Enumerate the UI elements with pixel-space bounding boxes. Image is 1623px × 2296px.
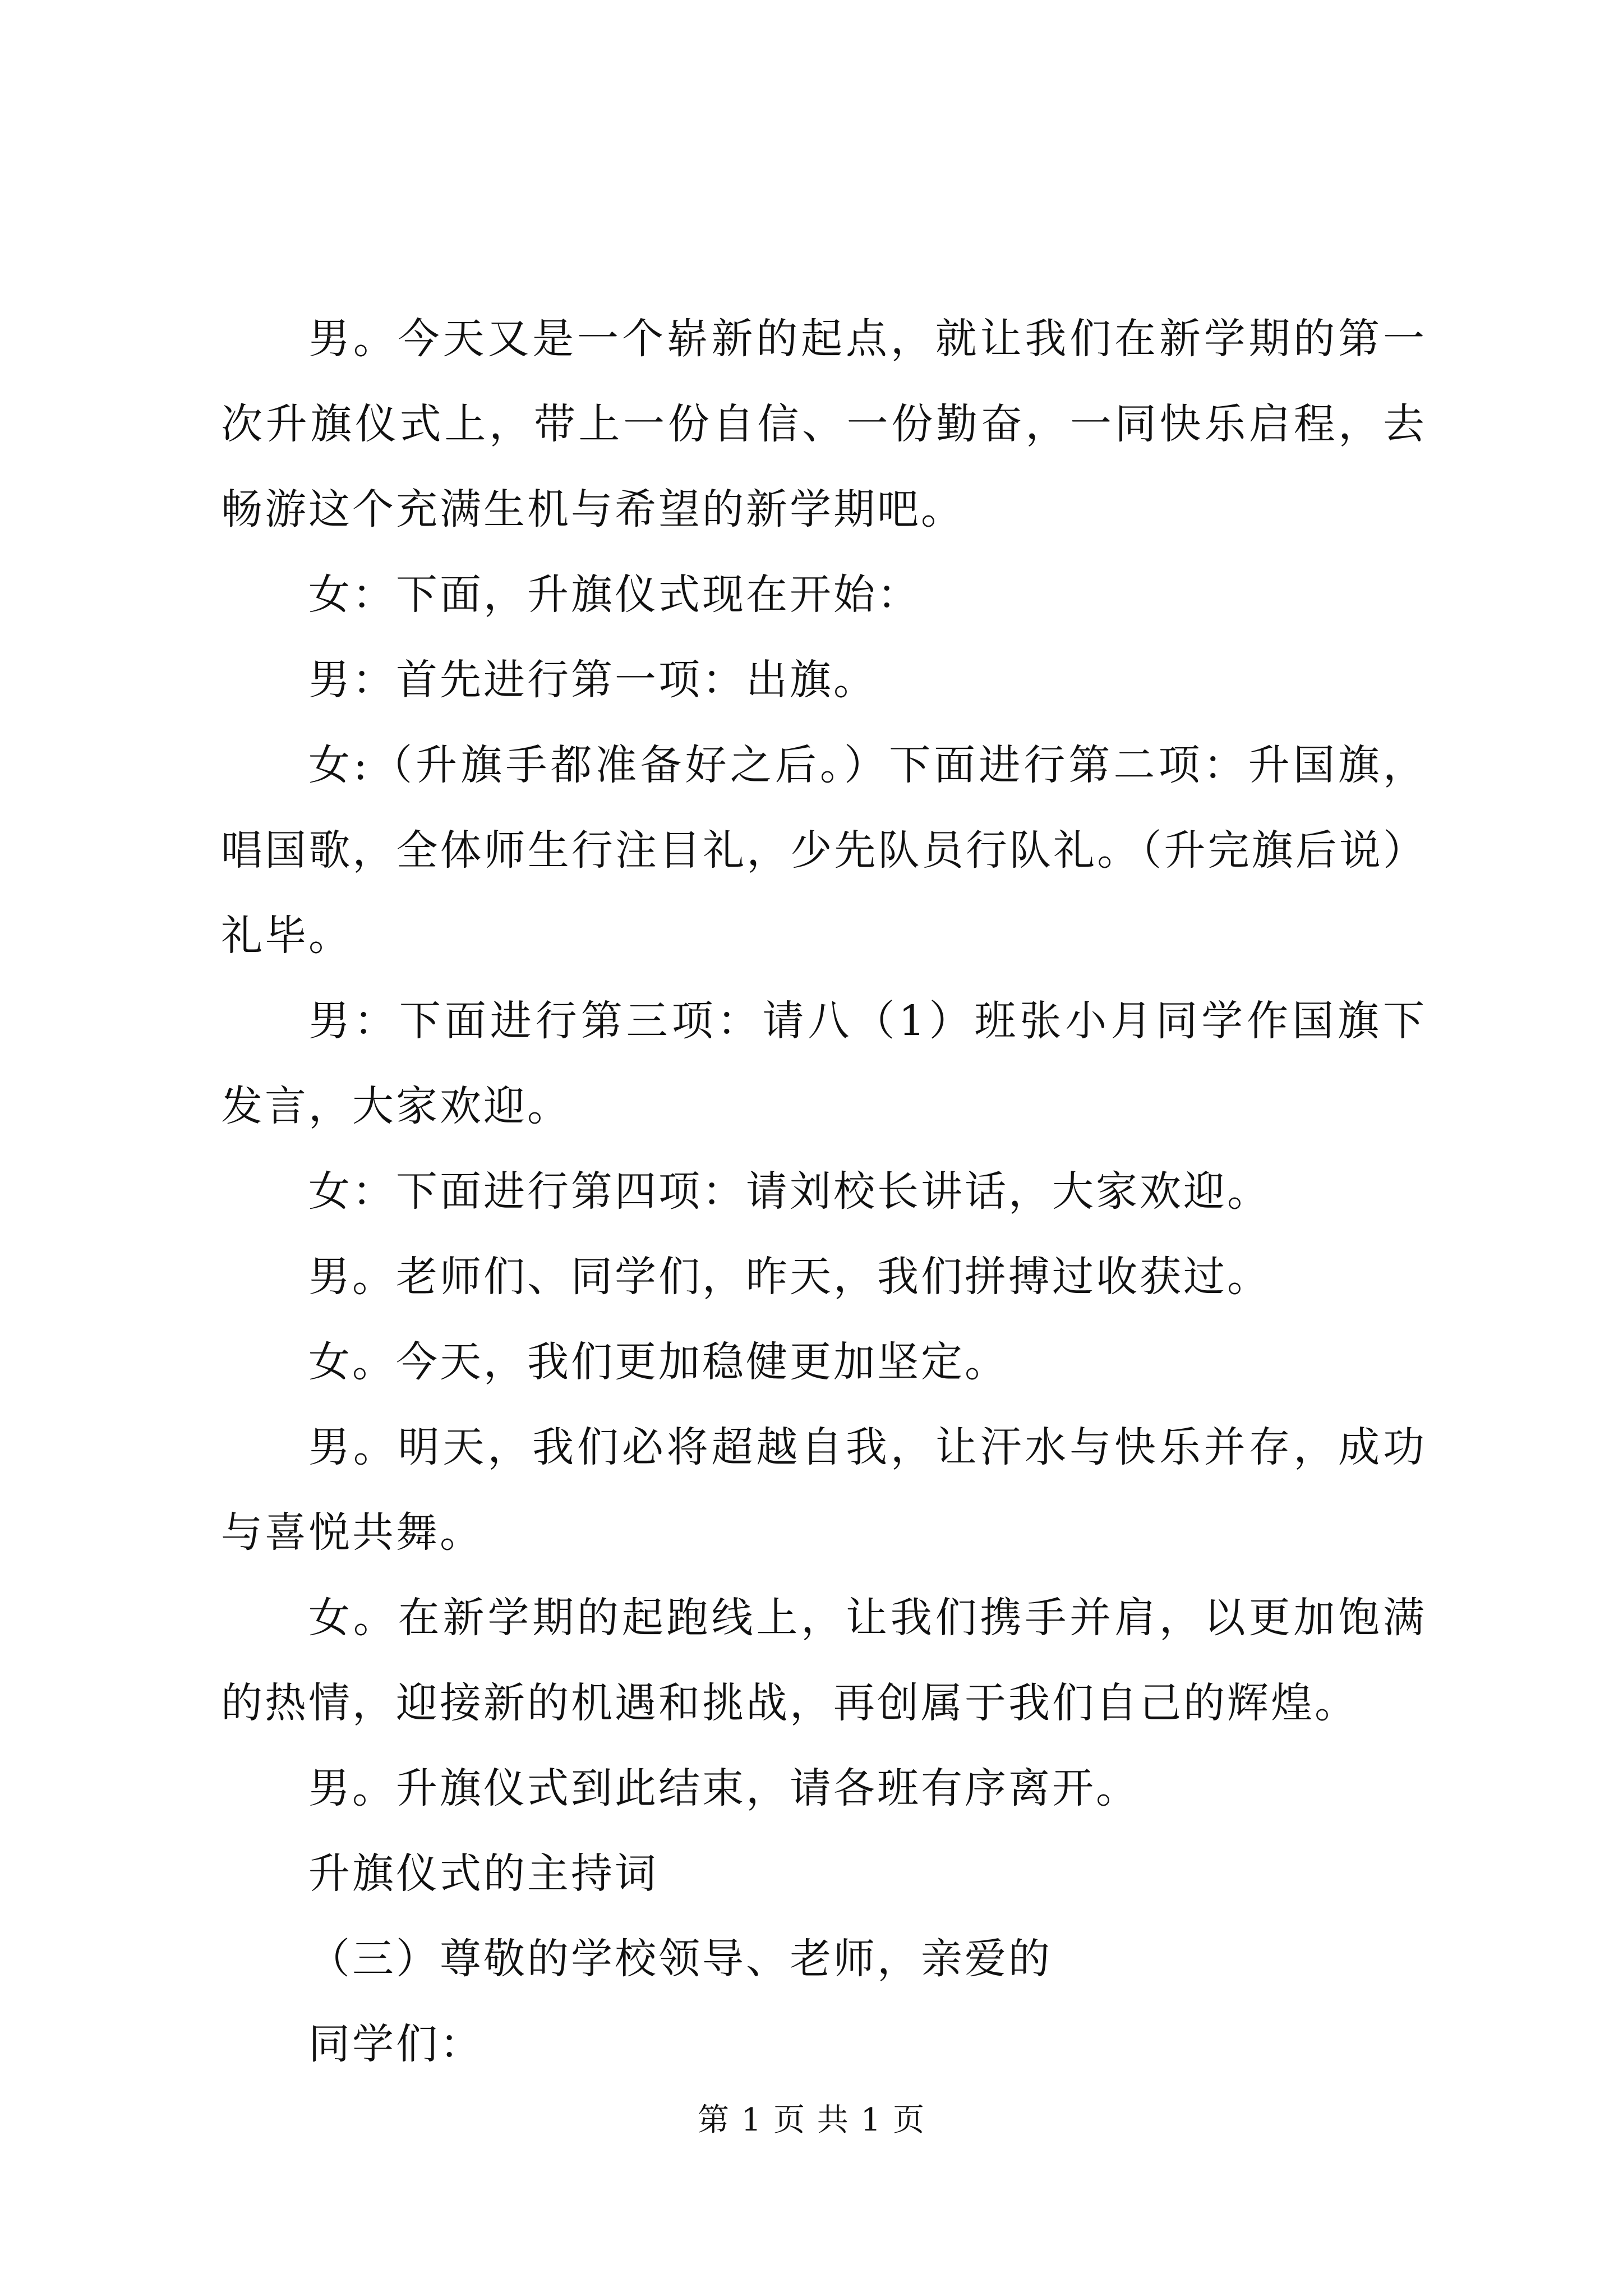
paragraph: 男。升旗仪式到此结束，请各班有序离开。 [308, 1764, 1140, 1812]
paragraph: 同学们： [308, 2020, 483, 2068]
paragraph: 男。老师们、同学们，昨天，我们拼搏过收获过。 [308, 1253, 1271, 1301]
paragraph: 女：下面进行第四项：请刘校长讲话，大家欢迎。 [308, 1167, 1271, 1216]
paragraph: 男。今天又是一个崭新的起点，就让我们在新学期的第一次升旗仪式上，带上一份自信、一份勤奋，一同快乐启程，去畅游这个充满生机与希望的新学期吧。 [221, 315, 1427, 533]
document-body [221, 296, 1427, 2087]
paragraph: （三）尊敬的学校领导、老师，亲爱的 [308, 1935, 1052, 1983]
paragraph: 女。今天，我们更加稳健更加坚定。 [308, 1338, 1008, 1386]
paragraph: 男。明天，我们必将超越自我，让汗水与快乐并存，成功与喜悦共舞。 [221, 1423, 1427, 1557]
paragraph: 男：首先进行第一项：出旗。 [308, 656, 877, 704]
page-footer: 第 1 页 共 1 页 [697, 2102, 926, 2138]
paragraph: 女:（升旗手都准备好之后。）下面进行第二项：升国旗，唱国歌，全体师生行注目礼，少先队员行队礼。（升完旗后说）礼毕。 [221, 741, 1427, 960]
section-title: 升旗仪式的主持词 [308, 1849, 658, 1898]
paragraph: 男：下面进行第三项：请八（1）班张小月同学作国旗下发言，大家欢迎。 [221, 997, 1427, 1130]
paragraph: 女。在新学期的起跑线上，让我们携手并肩，以更加饱满的热情，迎接新的机遇和挑战，再创属于我们自己的辉煌。 [221, 1594, 1427, 1727]
paragraph: 女：下面，升旗仪式现在开始： [308, 570, 921, 619]
